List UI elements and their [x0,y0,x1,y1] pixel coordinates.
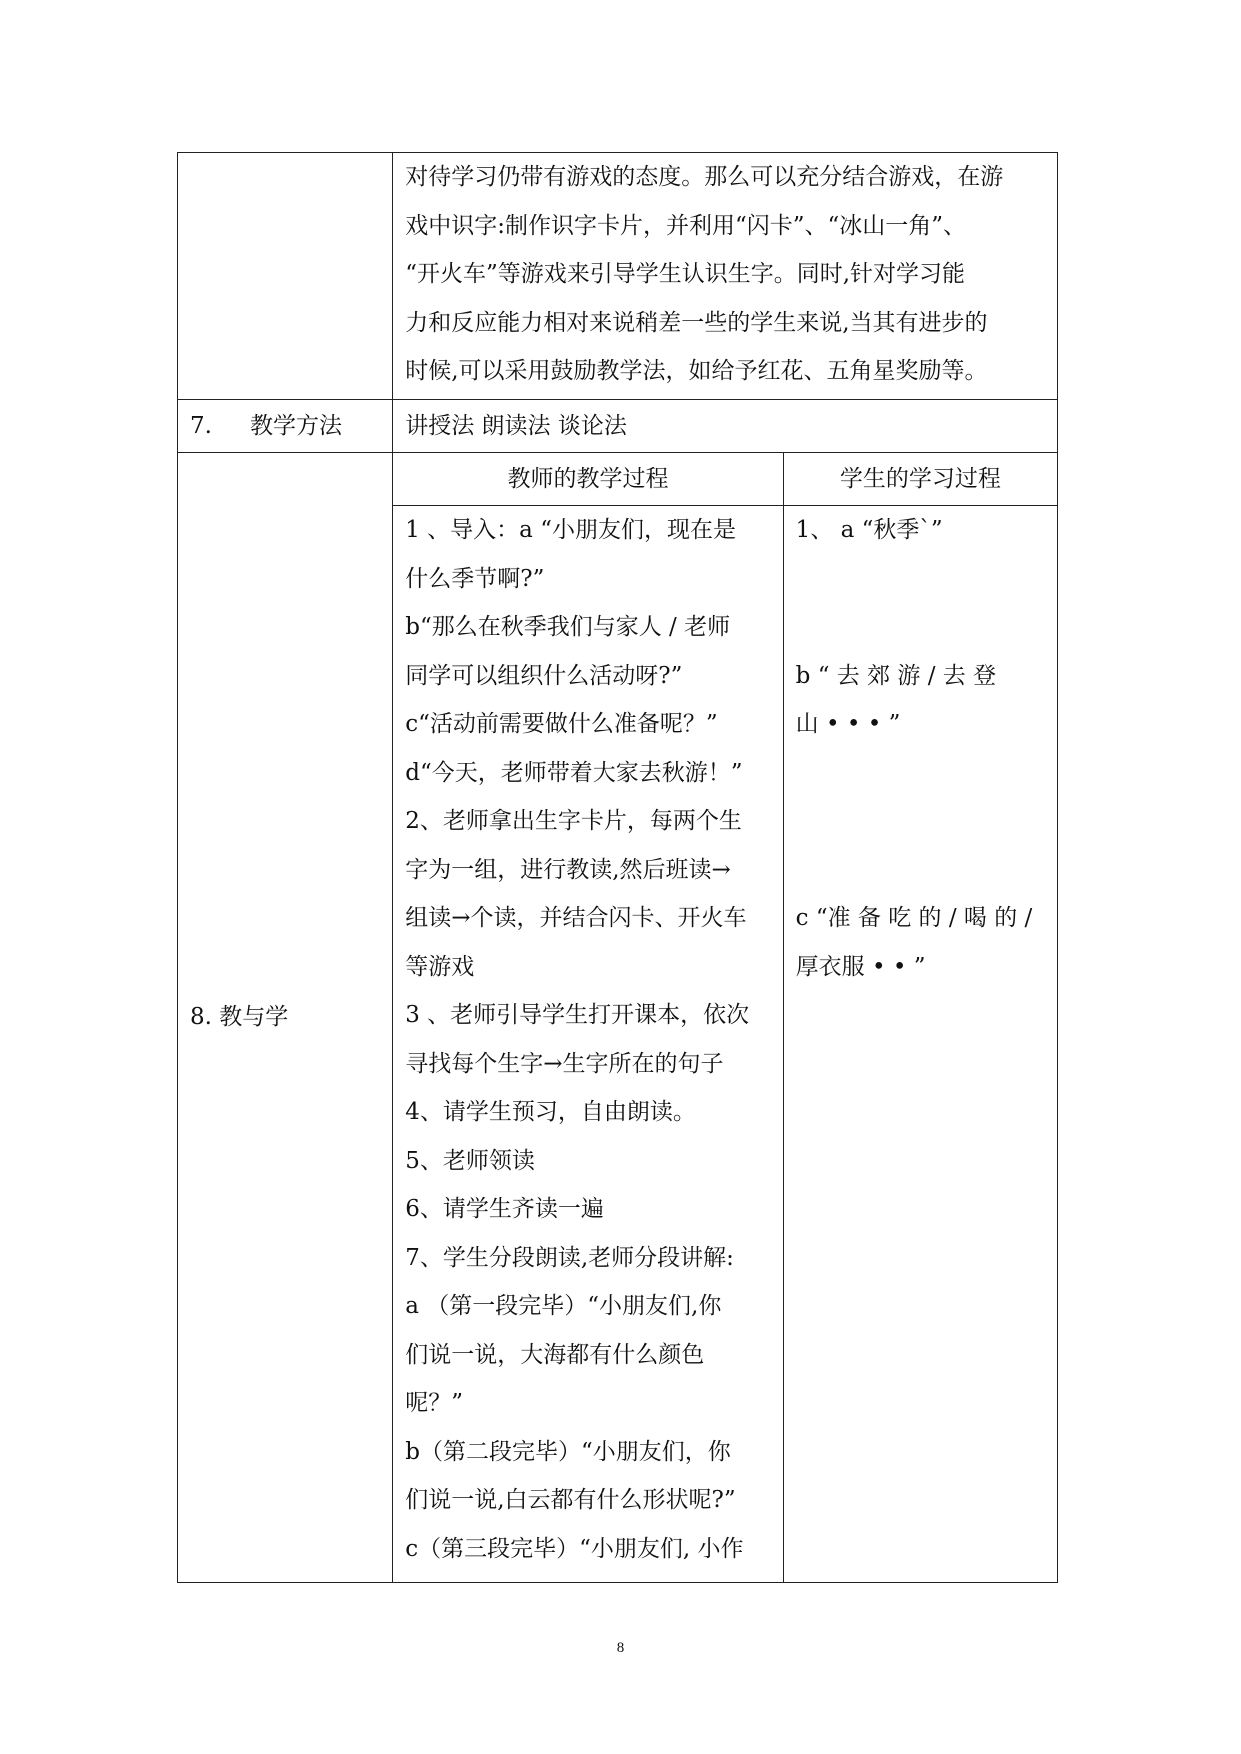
teacher-line: 字为一组，进行教读,然后班读→ [405,856,731,883]
method-value: 讲授法 朗读法 谈论法 [405,412,627,439]
intro-line: 戏中识字:制作识字卡片，并利用“闪卡”、“冰山一角”、 [405,212,967,239]
teacher-line: 组读→个读，并结合闪卡、开火车 [405,905,747,931]
intro-line: 对待学习仍带有游戏的态度。那么可以充分结合游戏，在游 [405,164,1004,190]
student-blank-line [796,846,1047,895]
teacher-line: 寻找每个生字→生字所在的句子 [405,1050,724,1077]
teacher-line: c“活动前需要做什么准备呢？” [405,711,718,737]
method-label: 教学方法 [250,412,342,439]
teacher-line: b（第二段完毕）“小朋友们，你 [405,1438,731,1465]
lesson-plan-table [177,152,1058,1583]
teacher-line: 们说一说，大海都有什么颜色 [405,1341,705,1368]
intro-row [178,153,1058,400]
teacher-line: 呢？” [405,1390,463,1416]
teach-header-row [178,453,1058,506]
student-line: 山 • • • ” [795,711,901,737]
student-header: 学生的学习过程 [839,465,1001,492]
student-blank-line [796,555,1047,604]
page-number: 8 [616,1640,625,1656]
teacher-line: 5、老师领读 [405,1147,535,1174]
teacher-line: 什么季节啊?” [405,565,545,592]
method-label-cell [178,400,393,453]
intro-line: 力和反应能力相对来说稍差一些的学生来说,当其有进步的 [405,309,988,336]
student-process-cell [783,506,1057,1583]
student-header-cell [783,453,1057,506]
teach-label: 8. 教与学 [190,1004,289,1031]
intro-line: “开火车”等游戏来引导学生认识生字。同时,针对学习能 [405,261,966,287]
student-line: c “准 备 吃 的 / 喝 的 / [795,905,1033,931]
teach-label-cell [178,453,393,1583]
teacher-line: 同学可以组织什么活动呀?” [405,662,683,689]
teacher-line: a （第一段完毕）“小朋友们,你 [405,1293,722,1319]
method-number: 7. [190,412,212,439]
teacher-line: 4、请学生预习，自由朗读。 [405,1099,696,1125]
teacher-line: 等游戏 [405,953,475,980]
intro-text-cell [393,153,1058,400]
student-line: 厚衣服 • • ” [795,953,926,980]
teacher-line: 2、老师拿出生字卡片，每两个生 [405,808,742,834]
teacher-header: 教师的教学过程 [507,465,669,492]
teacher-line: 7、学生分段朗读,老师分段讲解: [405,1244,734,1271]
method-value-cell [393,400,1058,453]
teacher-header-cell [393,453,783,506]
teacher-line: c（第三段完毕）“小朋友们, 小作 [405,1535,744,1562]
student-line: b “ 去 郊 游 / 去 登 [795,662,997,689]
teacher-process-cell [393,506,783,1583]
student-blank-line [796,749,1047,798]
student-blank-line [796,797,1047,846]
student-line: 1、 a “秋季`” [795,517,943,543]
teacher-line: d“今天，老师带着大家去秋游！” [405,759,743,786]
teacher-line: 1 、导入：a “小朋友们，现在是 [405,517,736,543]
method-row [178,400,1058,453]
teacher-line: b“那么在秋季我们与家人 / 老师 [405,614,731,640]
intro-label-cell [178,153,393,400]
intro-line: 时候,可以采用鼓励教学法，如给予红花、五角星奖励等。 [405,358,988,384]
teacher-line: 3 、老师引导学生打开课本，依次 [405,1002,750,1028]
student-blank-line [796,603,1047,652]
teacher-line: 们说一说,白云都有什么形状呢?” [405,1487,736,1513]
teacher-line: 6、请学生齐读一遍 [405,1196,604,1222]
